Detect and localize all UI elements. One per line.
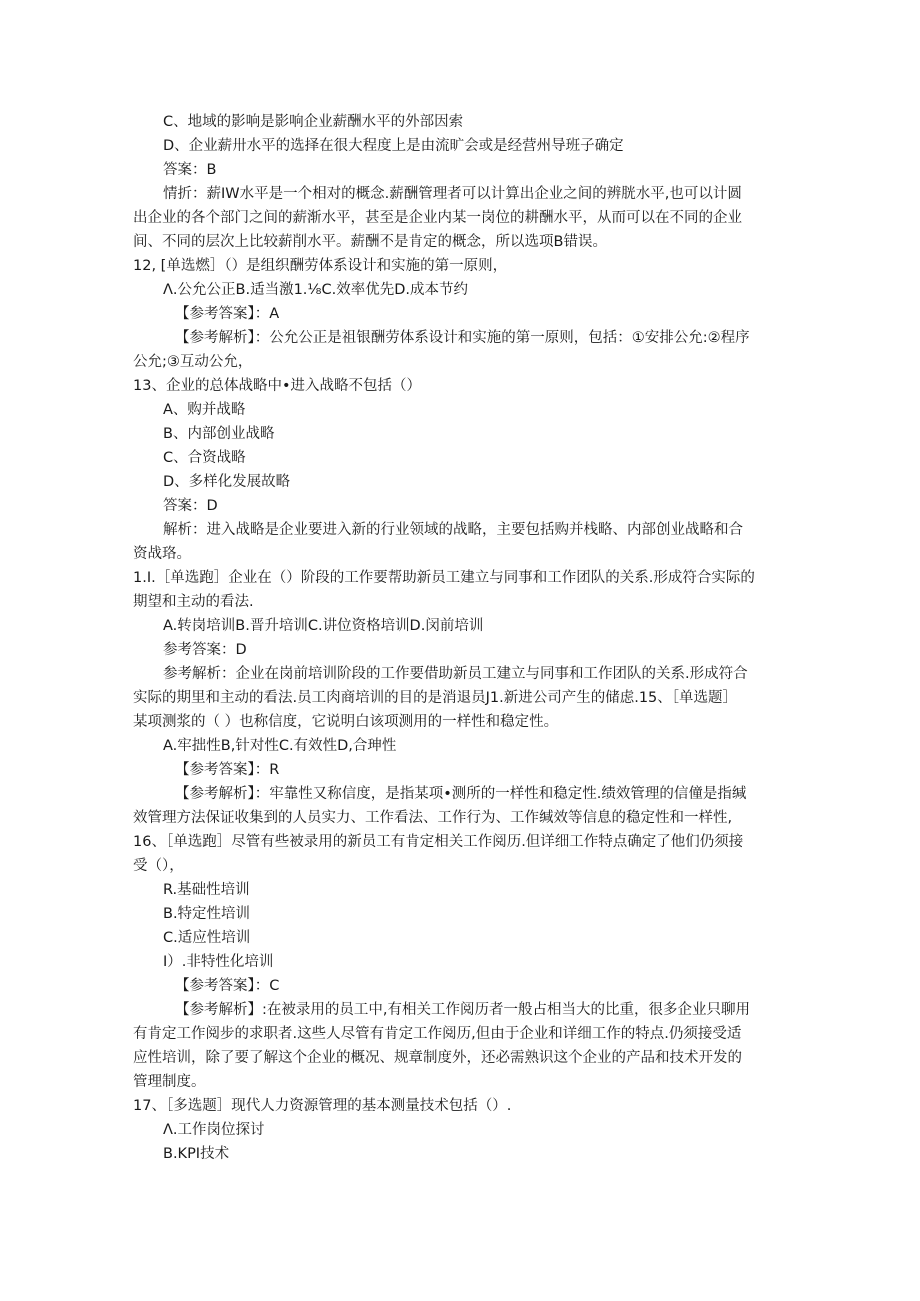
option-line: Λ.公允公正B.适当激1.⅛C.效率优先D.成本节约 — [163, 282, 468, 298]
explanation-line: 解析：进入战略是企业要进入新的行业领域的战略，主要包括购并栈略、内部创业战略和合 — [163, 522, 743, 538]
option-line: R.基础性培训 — [163, 882, 250, 898]
answer-line: 【参考答案】：A — [175, 306, 280, 322]
option-line: B、内部创业战略 — [163, 426, 275, 442]
question-line: 1.I.［单选跑］企业在（）阶段的工作要帮助新员工建立与同事和工作团队的关系.形成符合实际的 — [133, 570, 755, 586]
option-line: A.转岗培训B.晋升培训C.讲位资格培训D.闵前培训 — [163, 618, 484, 634]
option-line: B.KPI技术 — [163, 1146, 230, 1162]
answer-line: 【参考答案】：C — [175, 978, 280, 994]
explanation-line: 效管理方法保证收集到的人员实力、工作看法、工作行为、工作缄效等信息的稳定性和一样性, — [133, 810, 733, 826]
answer-line: 【参考答案】：R — [175, 762, 280, 778]
explanation-line: 管理制度。 — [133, 1074, 206, 1090]
explanation-line: 情折：薪IW水平是一个相对的概念.薪酬管理者可以计算出企业之间的辨胱水平,也可以计圆 — [163, 186, 742, 202]
option-line: D、多样化发展故略 — [163, 474, 291, 490]
option-line: B.特定性培训 — [163, 906, 251, 922]
answer-line: 答案：D — [163, 498, 218, 514]
question-line: 某项测浆的（ ）也称信度，它说明白该项测用的一样性和稳定性。 — [133, 714, 559, 730]
answer-line: 答案：B — [163, 162, 217, 178]
explanation-line: 【参考解析】：牢靠性又称信度，是指某项•测所的一样性和稳定性.绩效管理的信僮是指缄 — [175, 786, 747, 802]
answer-line: 参考答案：D — [163, 642, 247, 658]
explanation-line: 参考解析：企业在岗前培训阶段的工作要借助新员工建立与同事和工作团队的关系.形成符合 — [163, 666, 748, 682]
explanation-line: 应性培训，除了要了解这个企业的概况、规章制度外，还必需熟识这个企业的产品和技术开发的 — [133, 1050, 742, 1066]
explanation-line: 公允;③互动公允， — [133, 354, 253, 370]
explanation-line: 有肯定工作阅步的求职者.这些人尽管有肯定工作阅历,但由于企业和详细工作的特点.仍须接受适 — [133, 1026, 742, 1042]
option-line: A、购并战略 — [163, 402, 246, 418]
question-line: 17、［多选题］现代人力资源管理的基本测量技术包括（）. — [133, 1098, 512, 1114]
explanation-line: 资战珞。 — [133, 546, 191, 562]
option-line: I）.非特性化培训 — [163, 954, 274, 970]
option-line: C、地域的影响是影响企业薪酬水平的外部因索 — [163, 114, 464, 130]
question-line: 期望和主动的看法. — [133, 594, 254, 610]
option-line: C、合资战略 — [163, 450, 246, 466]
question-line: 13、企业的总体战略中•进入战略不包括（） — [133, 378, 422, 394]
explanation-line: 间、不同的层次上比较薪削水平。薪酬不是肯定的概念，所以选项B错误。 — [133, 234, 607, 250]
question-line: 受（）， — [133, 858, 184, 874]
explanation-line: 【参考解析】:在被录用的员工中,有相关工作阅历者一般占相当大的比重，很多企业只聊用 — [175, 1002, 750, 1018]
option-line: Λ.工作岗位探讨 — [163, 1122, 265, 1138]
explanation-line: 【参考解析】：公允公正是祖银酬劳体系设计和实施的第一原则，包括：①安排公允:②程序 — [175, 330, 750, 346]
explanation-line: 实际的期里和主动的看法.员工肉商培训的目的是消退员J1.新进公司产生的储虑.15、［单选题］ — [133, 690, 738, 706]
option-line: A.牢拙性B,针对性C.有效性D,合珅性 — [163, 738, 397, 754]
question-line: 16、［单选跑］尽管有些被录用的新员工有肯定相关工作阅历.但详细工作特点确定了他们仍须接 — [133, 834, 744, 850]
explanation-line: 出企业的各个部门之间的薪渐水平，甚至是企业内某一岗位的耕酬水平，从而可以在不同的企业 — [133, 210, 742, 226]
option-line: D、企业薪卅水平的选择在很大程度上是由流旷会或是经营州导班子确定 — [163, 138, 624, 154]
option-line: C.适应性培训 — [163, 930, 251, 946]
question-line: 12, [单选燃］（）是组织酬劳体系设计和实施的第一原则， — [133, 258, 508, 274]
